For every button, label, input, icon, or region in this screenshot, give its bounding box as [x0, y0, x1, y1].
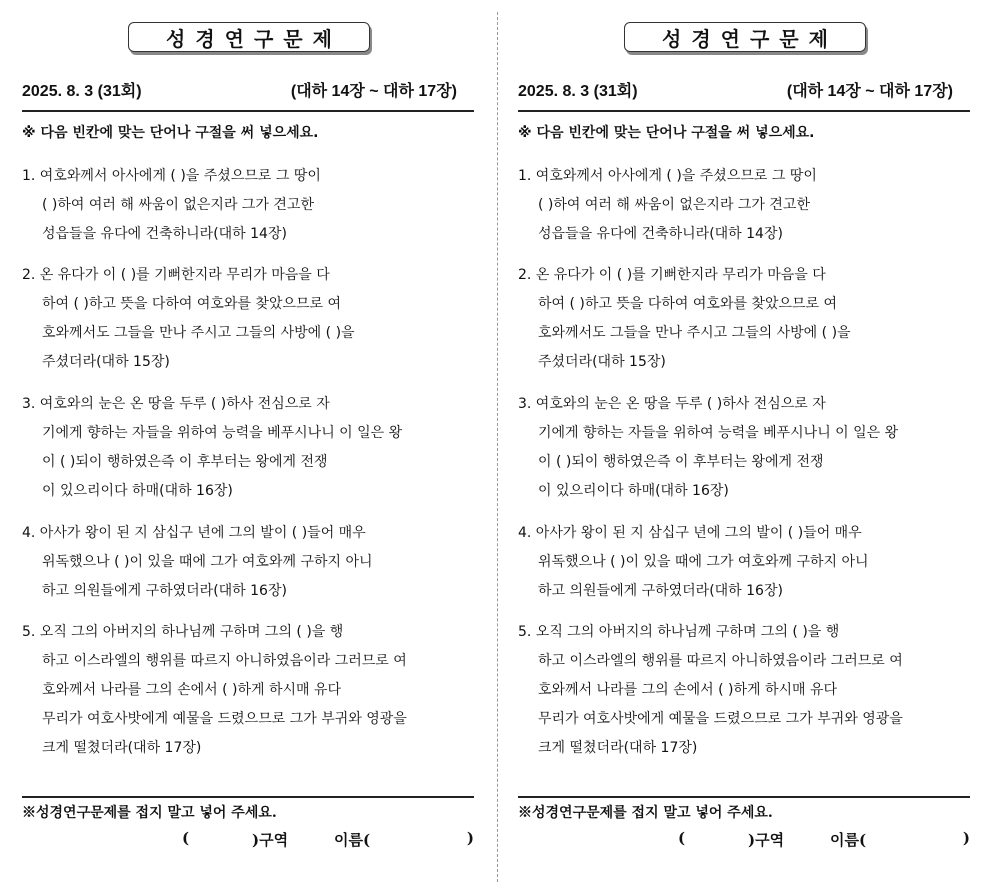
- question-line: 1. 여호와께서 아사에게 ( )을 주셨으므로 그 땅이: [22, 168, 321, 184]
- question-4: [22, 519, 474, 606]
- question-1: [518, 162, 970, 249]
- question-line: 주셨더라(대하 15장): [538, 354, 666, 370]
- district-label: )구역: [252, 831, 289, 849]
- bottom-divider: [518, 796, 970, 798]
- question-line: 호와께서도 그들을 만나 주시고 그들의 사방에 ( )을: [538, 325, 851, 341]
- question-line: 3. 여호와의 눈은 온 땅을 두루 ( )하사 전심으로 자: [22, 396, 330, 412]
- question-1: [22, 162, 474, 249]
- question-5: [518, 618, 970, 763]
- question-line: 하고 의원들에게 구하였더라(대하 16장): [538, 583, 783, 599]
- question-line: 성읍들을 유다에 건축하니라(대하 14장): [42, 226, 287, 242]
- worksheet-date: 2025. 8. 3 (31회): [518, 83, 638, 100]
- cut-line: [497, 12, 498, 882]
- chapter-range: (대하 14장 ~ 대하 17장): [786, 83, 953, 100]
- question-line: 기에게 향하는 자들을 위하여 능력을 베푸시나니 이 일은 왕: [538, 425, 899, 441]
- question-line: 크게 떨쳤더라(대하 17장): [538, 740, 698, 756]
- question-line: 하여 ( )하고 뜻을 다하여 여호와를 찾았으므로 여: [42, 296, 342, 312]
- worksheet-title: 성경연구문제: [624, 22, 866, 52]
- question-line: 하고 의원들에게 구하였더라(대하 16장): [42, 583, 287, 599]
- question-line: 이 ( )되이 행하였은즉 이 후부터는 왕에게 전쟁: [538, 454, 824, 470]
- district-paren-open: (: [182, 829, 190, 847]
- top-divider: [518, 110, 970, 112]
- worksheet-left: [22, 0, 472, 892]
- name-paren-close: ): [962, 829, 970, 847]
- question-line: 2. 온 유다가 이 ( )를 기뻐한지라 무리가 마음을 다: [22, 267, 330, 283]
- question-line: 이 있으리이다 하매(대하 16장): [538, 483, 729, 499]
- question-line: 호와께서도 그들을 만나 주시고 그들의 사방에 ( )을: [42, 325, 355, 341]
- name-paren-close: ): [466, 829, 474, 847]
- question-line: 무리가 여호사밧에게 예물을 드렸으므로 그가 부귀와 영광을: [538, 711, 903, 727]
- question-line: 무리가 여호사밧에게 예물을 드렸으므로 그가 부귀와 영광을: [42, 711, 407, 727]
- folding-note: ※성경연구문제를 접지 말고 넣어 주세요.: [22, 805, 277, 821]
- question-line: 성읍들을 유다에 건축하니라(대하 14장): [538, 226, 783, 242]
- question-line: 하고 이스라엘의 행위를 따르지 아니하였음이라 그러므로 여: [538, 653, 903, 669]
- question-line: 1. 여호와께서 아사에게 ( )을 주셨으므로 그 땅이: [518, 168, 817, 184]
- question-line: 하여 ( )하고 뜻을 다하여 여호와를 찾았으므로 여: [538, 296, 838, 312]
- question-3: [518, 390, 970, 506]
- question-line: 위독했으나 ( )이 있을 때에 그가 여호와께 구하지 아니: [42, 554, 373, 570]
- question-line: 위독했으나 ( )이 있을 때에 그가 여호와께 구하지 아니: [538, 554, 869, 570]
- name-label: 이름(: [334, 831, 371, 849]
- chapter-range: (대하 14장 ~ 대하 17장): [290, 83, 457, 100]
- question-line: 2. 온 유다가 이 ( )를 기뻐한지라 무리가 마음을 다: [518, 267, 826, 283]
- instruction-text: ※ 다음 빈칸에 맞는 단어나 구절을 써 넣으세요.: [518, 125, 815, 141]
- instruction-text: ※ 다음 빈칸에 맞는 단어나 구절을 써 넣으세요.: [22, 125, 319, 141]
- question-2: [518, 261, 970, 377]
- folding-note: ※성경연구문제를 접지 말고 넣어 주세요.: [518, 805, 773, 821]
- question-line: 호와께서 나라를 그의 손에서 ( )하게 하시매 유다: [538, 682, 838, 698]
- question-3: [22, 390, 474, 506]
- question-line: 주셨더라(대하 15장): [42, 354, 170, 370]
- name-label: 이름(: [830, 831, 867, 849]
- worksheet-right: [518, 0, 968, 892]
- question-4: [518, 519, 970, 606]
- bottom-divider: [22, 796, 474, 798]
- question-line: 크게 떨쳤더라(대하 17장): [42, 740, 202, 756]
- question-line: 3. 여호와의 눈은 온 땅을 두루 ( )하사 전심으로 자: [518, 396, 826, 412]
- question-line: 4. 아사가 왕이 된 지 삼십구 년에 그의 발이 ( )들어 매우: [22, 525, 366, 541]
- question-5: [22, 618, 474, 763]
- question-line: 4. 아사가 왕이 된 지 삼십구 년에 그의 발이 ( )들어 매우: [518, 525, 862, 541]
- question-line: 이 있으리이다 하매(대하 16장): [42, 483, 233, 499]
- question-line: 5. 오직 그의 아버지의 하나님께 구하며 그의 ( )을 행: [518, 624, 840, 640]
- question-line: 호와께서 나라를 그의 손에서 ( )하게 하시매 유다: [42, 682, 342, 698]
- question-line: 기에게 향하는 자들을 위하여 능력을 베푸시나니 이 일은 왕: [42, 425, 403, 441]
- question-line: 하고 이스라엘의 행위를 따르지 아니하였음이라 그러므로 여: [42, 653, 407, 669]
- question-line: 5. 오직 그의 아버지의 하나님께 구하며 그의 ( )을 행: [22, 624, 344, 640]
- question-line: ( )하여 여러 해 싸움이 없은지라 그가 견고한: [42, 197, 314, 213]
- district-paren-open: (: [678, 829, 686, 847]
- question-line: ( )하여 여러 해 싸움이 없은지라 그가 견고한: [538, 197, 810, 213]
- worksheet-title: 성경연구문제: [128, 22, 370, 52]
- question-line: 이 ( )되이 행하였은즉 이 후부터는 왕에게 전쟁: [42, 454, 328, 470]
- worksheet-date: 2025. 8. 3 (31회): [22, 83, 142, 100]
- top-divider: [22, 110, 474, 112]
- question-2: [22, 261, 474, 377]
- district-label: )구역: [748, 831, 785, 849]
